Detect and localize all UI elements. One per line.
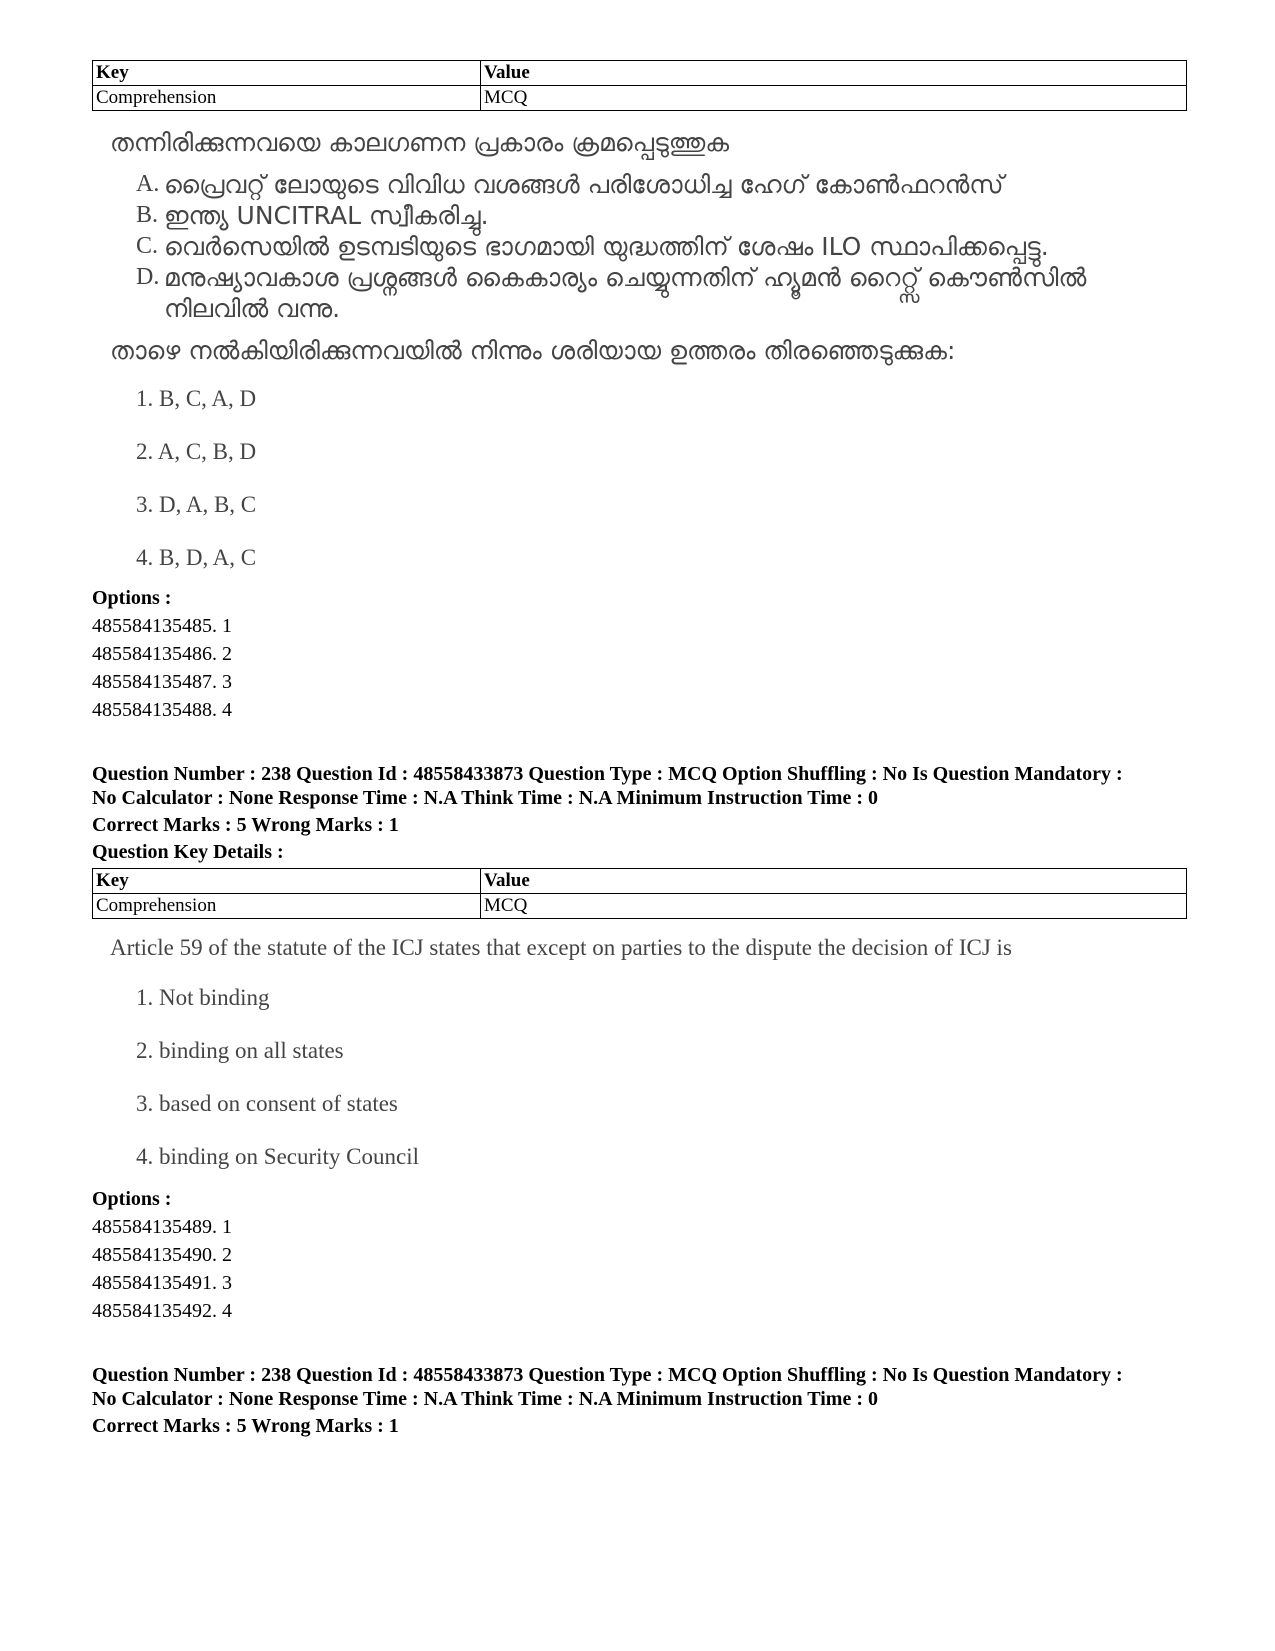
meta-line: No Calculator : None Response Time : N.A Think Time : N.A Minimum Instruction Time : 0 bbox=[92, 787, 878, 809]
answer-list bbox=[136, 983, 1187, 1195]
key-details-title: Question Key Details : bbox=[92, 841, 284, 863]
options-title: Options : bbox=[92, 1188, 172, 1210]
option-item: 485584135486. 2 bbox=[92, 643, 232, 665]
answer-choice: 1. B, C, A, D bbox=[136, 386, 257, 411]
option-item: 485584135485. 1 bbox=[92, 615, 232, 637]
statement-label: A. bbox=[136, 171, 160, 197]
question-stem: തന്നിരിക്കുന്നവയെ കാലഗണന പ്രകാരം ക്രമപ്പെടുത്തുക bbox=[110, 128, 730, 157]
answer-choice: 2. binding on all states bbox=[136, 1038, 344, 1063]
table-cell-value: MCQ bbox=[481, 86, 1187, 111]
option-item: 485584135489. 1 bbox=[92, 1216, 232, 1238]
table-header-value: Value bbox=[481, 61, 1187, 86]
option-item: 485584135490. 2 bbox=[92, 1244, 232, 1266]
answer-choice: 1. Not binding bbox=[136, 985, 270, 1010]
options-block bbox=[92, 1185, 1187, 1325]
question-meta bbox=[92, 1363, 1187, 1438]
table-header-value: Value bbox=[481, 869, 1187, 894]
statement-item bbox=[136, 200, 1187, 231]
marks-line: Correct Marks : 5 Wrong Marks : 1 bbox=[92, 1415, 399, 1437]
table-cell-value: MCQ bbox=[481, 894, 1187, 919]
table-header-key: Key bbox=[93, 61, 481, 86]
table-cell-key: Comprehension bbox=[93, 86, 481, 111]
statement-text: ഇന്ത്യ UNCITRAL സ്വീകരിച്ചു. bbox=[164, 201, 489, 230]
table-header-key: Key bbox=[93, 869, 481, 894]
answer-choice: 4. binding on Security Council bbox=[136, 1144, 420, 1169]
statement-item bbox=[136, 231, 1187, 262]
answer-choice: 2. A, C, B, D bbox=[136, 439, 257, 464]
answer-choice: 4. B, D, A, C bbox=[136, 545, 257, 570]
question-instruction: താഴെ നൽകിയിരിക്കുന്നവയിൽ നിന്നും ശരിയായ ഉത്തരം തിരഞ്ഞെടുക്കുക: bbox=[110, 336, 956, 365]
marks-line: Correct Marks : 5 Wrong Marks : 1 bbox=[92, 814, 399, 836]
statement-text: മനുഷ്യാവകാശ പ്രശ്നങ്ങൾ കൈകാര്യം ചെയ്യുന്നതിന് ഹ്യൂമൻ റൈറ്റ്സ് കൌൺസിൽ നിലവിൽ വന്നു. bbox=[164, 263, 1087, 323]
statement-text: വെർസെയിൽ ഉടമ്പടിയുടെ ഭാഗമായി യുദ്ധത്തിന് ശേഷം ILO സ്ഥാപിക്കപ്പെട്ടു. bbox=[164, 232, 1049, 261]
answer-list bbox=[136, 384, 1187, 596]
option-item: 485584135487. 3 bbox=[92, 671, 232, 693]
table-cell-key: Comprehension bbox=[93, 894, 481, 919]
statement-item bbox=[136, 262, 1187, 324]
statement-label: B. bbox=[136, 202, 159, 228]
option-item: 485584135488. 4 bbox=[92, 699, 232, 721]
statement-label: C. bbox=[136, 233, 159, 259]
question-stem: Article 59 of the statute of the ICJ states that except on parties to the dispute the decision of ICJ is bbox=[110, 935, 1012, 960]
option-item: 485584135491. 3 bbox=[92, 1272, 232, 1294]
meta-line: No Calculator : None Response Time : N.A Think Time : N.A Minimum Instruction Time : 0 bbox=[92, 1388, 878, 1410]
options-title: Options : bbox=[92, 587, 172, 609]
answer-choice: 3. D, A, B, C bbox=[136, 492, 257, 517]
options-block bbox=[92, 584, 1187, 724]
statement-label: D. bbox=[136, 264, 160, 290]
meta-line: Question Number : 238 Question Id : 48558433873 Question Type : MCQ Option Shuffling : No Is Question Mandatory : bbox=[92, 1364, 1123, 1386]
question-key-table bbox=[92, 60, 1187, 111]
meta-line: Question Number : 238 Question Id : 48558433873 Question Type : MCQ Option Shuffling : No Is Question Mandatory : bbox=[92, 763, 1123, 785]
question-image-english bbox=[92, 935, 1187, 1195]
table-row bbox=[93, 86, 1187, 111]
table-row bbox=[93, 894, 1187, 919]
document-page bbox=[92, 60, 1187, 1438]
question-key-table bbox=[92, 868, 1187, 919]
answer-choice: 3. based on consent of states bbox=[136, 1091, 398, 1116]
option-item: 485584135492. 4 bbox=[92, 1300, 232, 1322]
question-image-malayalam bbox=[92, 125, 1187, 596]
table-header-row bbox=[93, 61, 1187, 86]
statement-item bbox=[136, 169, 1187, 200]
statement-list bbox=[136, 169, 1187, 324]
statement-text: പ്രൈവറ്റ് ലോയുടെ വിവിധ വശങ്ങൾ പരിശോധിച്ച ഹേഗ് കോൺഫറൻസ് bbox=[164, 170, 1004, 199]
question-meta bbox=[92, 762, 1187, 864]
table-header-row bbox=[93, 869, 1187, 894]
